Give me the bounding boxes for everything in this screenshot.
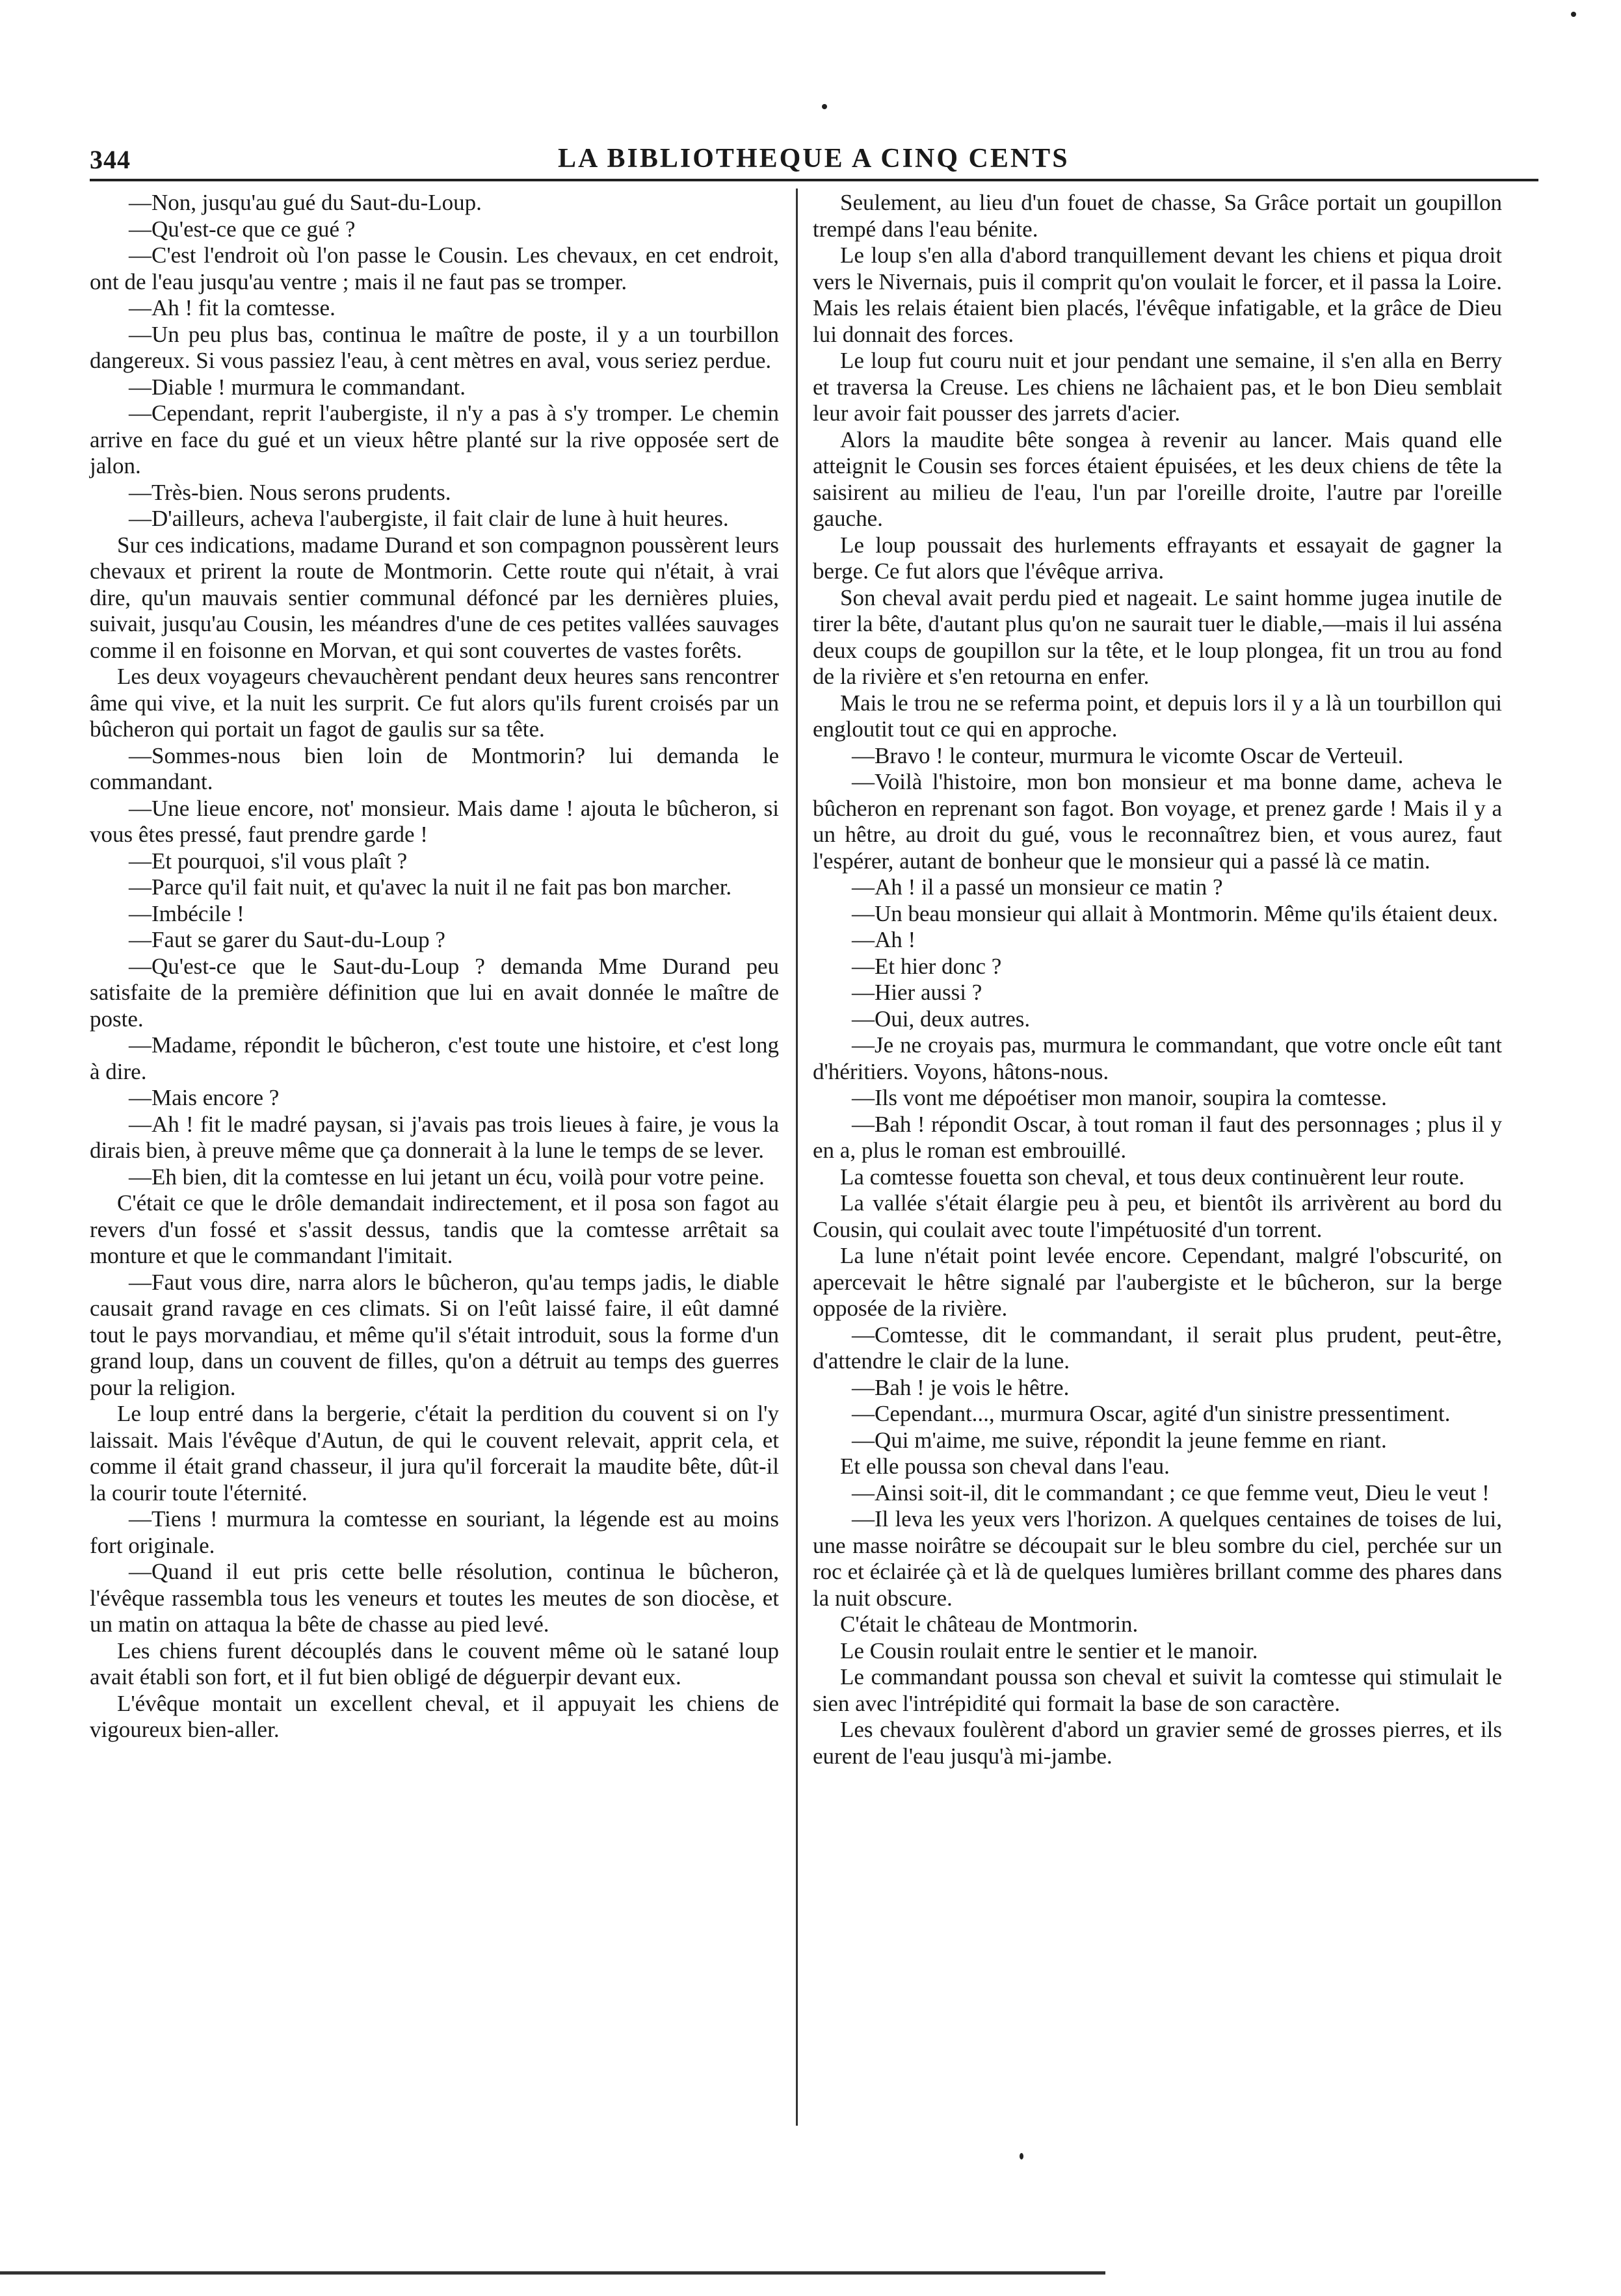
paragraph: Le commandant poussa son cheval et suivit la comtesse qui stimulait le sien avec l'intrépidité qui formait la base de son caractère. [813, 1664, 1502, 1716]
print-speck [1571, 12, 1576, 17]
print-speck [1020, 2153, 1023, 2159]
paragraph: Le loup entré dans la bergerie, c'était la perdition du couvent si on l'y laissait. Mais l'évêque d'Autun, de qui le couvent relevait, apprit cela, et comme il était grand chasseur, il jura qu'il forcerait la maudite bête, dût-il la courir toute l'éternité. [90, 1401, 779, 1506]
bottom-rule [0, 2271, 1105, 2275]
paragraph: —Une lieue encore, not' monsieur. Mais dame ! ajouta le bûcheron, si vous êtes pressé, faut prendre garde ! [90, 795, 779, 847]
page-number: 344 [90, 145, 131, 174]
header-rule [90, 179, 1538, 181]
paragraph: —Ah ! [852, 927, 916, 952]
right-column [813, 190, 1502, 1769]
paragraph: —Quand il eut pris cette belle résolution, continua le bûcheron, l'évêque rassembla tous les veneurs et toutes les meutes de son diocèse, et un matin on attaqua la bête de chasse au pied levé. [90, 1559, 779, 1637]
paragraph: —Eh bien, dit la comtesse en lui jetant un écu, voilà pour votre peine. [129, 1164, 765, 1190]
paragraph: —Ainsi soit-il, dit le commandant ; ce que femme veut, Dieu le veut ! [852, 1480, 1490, 1506]
paragraph: C'était le château de Montmorin. [840, 1611, 1139, 1637]
paragraph: La vallée s'était élargie peu à peu, et bientôt ils arrivèrent au bord du Cousin, qui coulait avec toute l'impétuosité d'un torrent. [813, 1190, 1502, 1242]
paragraph: L'évêque montait un excellent cheval, et il appuyait les chiens de vigoureux bien-aller. [90, 1690, 779, 1742]
column-divider [796, 189, 798, 2126]
paragraph: —Qu'est-ce que le Saut-du-Loup ? demanda Mme Durand peu satisfaite de la première définition que lui en avait donnée le maître de poste. [90, 953, 779, 1032]
paragraph: Le Cousin roulait entre le sentier et le manoir. [840, 1637, 1258, 1663]
paragraph: —Faut vous dire, narra alors le bûcheron, qu'au temps jadis, le diable causait grand ravage en ces climats. Si on l'eût laissé faire, il eût damné tout le pays morvandiau, et même qu'il s'était introduit, sous la forme d'un grand loup, dans un couvent de filles, qu'on a détruit au temps des guerres pour la religion. [90, 1269, 779, 1400]
paragraph: Et elle poussa son cheval dans l'eau. [840, 1454, 1170, 1479]
left-column [90, 190, 779, 1743]
paragraph: Les chiens furent découplés dans le couvent même où le satané loup avait établi son fort, et il fut bien obligé de déguerpir devant eux. [90, 1637, 779, 1689]
paragraph: Mais le trou ne se referma point, et depuis lors il y a là un tourbillon qui engloutit tout ce qui en approche. [813, 690, 1502, 742]
paragraph: —Diable ! murmura le commandant. [129, 374, 466, 400]
paragraph: —Et pourquoi, s'il vous plaît ? [129, 848, 408, 874]
paragraph: —D'ailleurs, acheva l'aubergiste, il fait clair de lune à huit heures. [129, 506, 729, 531]
paragraph: —Tiens ! murmura la comtesse en souriant, la légende est au moins fort originale. [90, 1506, 779, 1558]
paragraph: Le loup poussait des hurlements effrayants et essayait de gagner la berge. Ce fut alors que l'évêque arriva. [813, 532, 1502, 584]
page-header [90, 142, 1538, 181]
paragraph: —Un peu plus bas, continua le maître de poste, il y a un tourbillon dangereux. Si vous passiez l'eau, à cent mètres en aval, vous seriez perdue. [90, 321, 779, 373]
paragraph: Alors la maudite bête songea à revenir au lancer. Mais quand elle atteignit le Cousin ses forces étaient épuisées, et les deux chiens de tête la saisirent au milieu de l'eau, l'un par l'oreille droite, l'autre par l'oreille gauche. [813, 426, 1502, 531]
paragraph: —Qui m'aime, me suive, répondit la jeune femme en riant. [852, 1427, 1387, 1453]
paragraph: —Mais encore ? [129, 1085, 280, 1110]
paragraph: —Hier aussi ? [852, 980, 982, 1005]
paragraph: Les chevaux foulèrent d'abord un gravier semé de grosses pierres, et ils eurent de l'eau jusqu'à mi-jambe. [813, 1717, 1502, 1769]
paragraph: C'était ce que le drôle demandait indirectement, et il posa son fagot au revers d'un fossé et s'assit dessus, tandis que la comtesse arrêtait sa monture et que le commandant l'imitait. [90, 1190, 779, 1268]
paragraph: —Ah ! fit la comtesse. [129, 295, 336, 320]
paragraph: Seulement, au lieu d'un fouet de chasse, Sa Grâce portait un goupillon trempé dans l'eau bénite. [813, 190, 1502, 242]
paragraph: Le loup s'en alla d'abord tranquillement devant les chiens et piqua droit vers le Nivernais, puis il comprit qu'on voulait le forcer, et il passa la Loire. Mais les relais étaient bien placés, l'évêque infatigable, et la grâce de Dieu lui donnait des forces. [813, 242, 1502, 347]
paragraph: —Il leva les yeux vers l'horizon. A quelques centaines de toises de lui, une masse noirâtre se découpait sur le bleu sombre du ciel, perchée sur un roc et éclairée çà et là de quelques lumières brillant comme des phares dans la nuit obscure. [813, 1506, 1502, 1611]
paragraph: —Ils vont me dépoétiser mon manoir, soupira la comtesse. [852, 1085, 1387, 1110]
paragraph: —C'est l'endroit où l'on passe le Cousin. Les chevaux, en cet endroit, ont de l'eau jusqu'au ventre ; mais il ne faut pas se tromper. [90, 242, 779, 294]
paragraph: —Oui, deux autres. [852, 1006, 1031, 1032]
paragraph: —Non, jusqu'au gué du Saut-du-Loup. [129, 190, 482, 215]
paragraph: Les deux voyageurs chevauchèrent pendant deux heures sans rencontrer âme qui vive, et la nuit les surprit. Ce fut alors qu'ils furent croisés par un bûcheron qui portait un fagot de gaulis sur sa tête. [90, 664, 779, 742]
paragraph: Son cheval avait perdu pied et nageait. Le saint homme jugea inutile de tirer la bête, d'autant plus qu'on ne saurait tuer le diable,—mais il lui asséna deux coups de goupillon sur la tête, et le loup plongea, fit un trou au fond de la rivière et s'en retourna en enfer. [813, 584, 1502, 689]
paragraph: —Cependant..., murmura Oscar, agité d'un sinistre pressentiment. [852, 1401, 1451, 1426]
print-speck [822, 104, 827, 109]
paragraph: Le loup fut couru nuit et jour pendant une semaine, il s'en alla en Berry et traversa la Creuse. Les chiens ne lâchaient pas, et le bon Dieu semblait leur avoir fait pousser des jarrets d'acier. [813, 348, 1502, 426]
paragraph: —Je ne croyais pas, murmura le commandant, que votre oncle eût tant d'héritiers. Voyons, hâtons-nous. [813, 1032, 1502, 1084]
running-title: LA BIBLIOTHEQUE A CINQ CENTS [558, 144, 1070, 174]
paragraph: —Sommes-nous bien loin de Montmorin? lui demanda le commandant. [90, 742, 779, 794]
paragraph: La comtesse fouetta son cheval, et tous deux continuèrent leur route. [840, 1164, 1465, 1190]
paragraph: —Ah ! fit le madré paysan, si j'avais pas trois lieues à faire, je vous la dirais bien, à preuve même que ça donnerait à la lune le temps de se lever. [90, 1111, 779, 1163]
paragraph: —Voilà l'histoire, mon bon monsieur et ma bonne dame, acheva le bûcheron en reprenant son fagot. Bon voyage, et prenez garde ! Mais il y a un hêtre, au droit du gué, vous le reconnaîtrez bien, et vous aurez, faut l'espérer, autant de bonheur que le monsieur qui a passé là ce matin. [813, 769, 1502, 874]
paragraph: Sur ces indications, madame Durand et son compagnon poussèrent leurs chevaux et prirent la route de Montmorin. Cette route qui n'était, à vrai dire, qu'un mauvais sentier communal défoncé par les dernières pluies, suivait, jusqu'au Cousin, les méandres d'une de ces petites vallées sauvages comme il en foisonne en Morvan, et qui sont couvertes de vastes forêts. [90, 532, 779, 663]
paragraph: —Faut se garer du Saut-du-Loup ? [129, 927, 445, 952]
paragraph: —Ah ! il a passé un monsieur ce matin ? [852, 874, 1223, 900]
paragraph: —Un beau monsieur qui allait à Montmorin. Même qu'ils étaient deux. [852, 900, 1498, 926]
paragraph: —Bravo ! le conteur, murmura le vicomte Oscar de Verteuil. [852, 742, 1404, 768]
paragraph: —Imbécile ! [129, 900, 244, 926]
paragraph: —Madame, répondit le bûcheron, c'est toute une histoire, et c'est long à dire. [90, 1032, 779, 1084]
paragraph: —Comtesse, dit le commandant, il serait plus prudent, peut-être, d'attendre le clair de la lune. [813, 1322, 1502, 1374]
paragraph: —Bah ! répondit Oscar, à tout roman il faut des personnages ; plus il y en a, plus le roman est embrouillé. [813, 1111, 1502, 1163]
paragraph: —Bah ! je vois le hêtre. [852, 1374, 1070, 1400]
paragraph: La lune n'était point levée encore. Cependant, malgré l'obscurité, on apercevait le hêtre signalé par l'aubergiste et le bûcheron, sur la berge opposée de la rivière. [813, 1243, 1502, 1321]
paragraph: —Parce qu'il fait nuit, et qu'avec la nuit il ne fait pas bon marcher. [129, 874, 732, 900]
paragraph: —Qu'est-ce que ce gué ? [129, 216, 356, 242]
paragraph: —Et hier donc ? [852, 953, 1002, 979]
paragraph: —Cependant, reprit l'aubergiste, il n'y a pas à s'y tromper. Le chemin arrive en face du gué et un vieux hêtre planté sur la rive opposée sert de jalon. [90, 400, 779, 478]
paragraph: —Très-bien. Nous serons prudents. [129, 479, 451, 505]
